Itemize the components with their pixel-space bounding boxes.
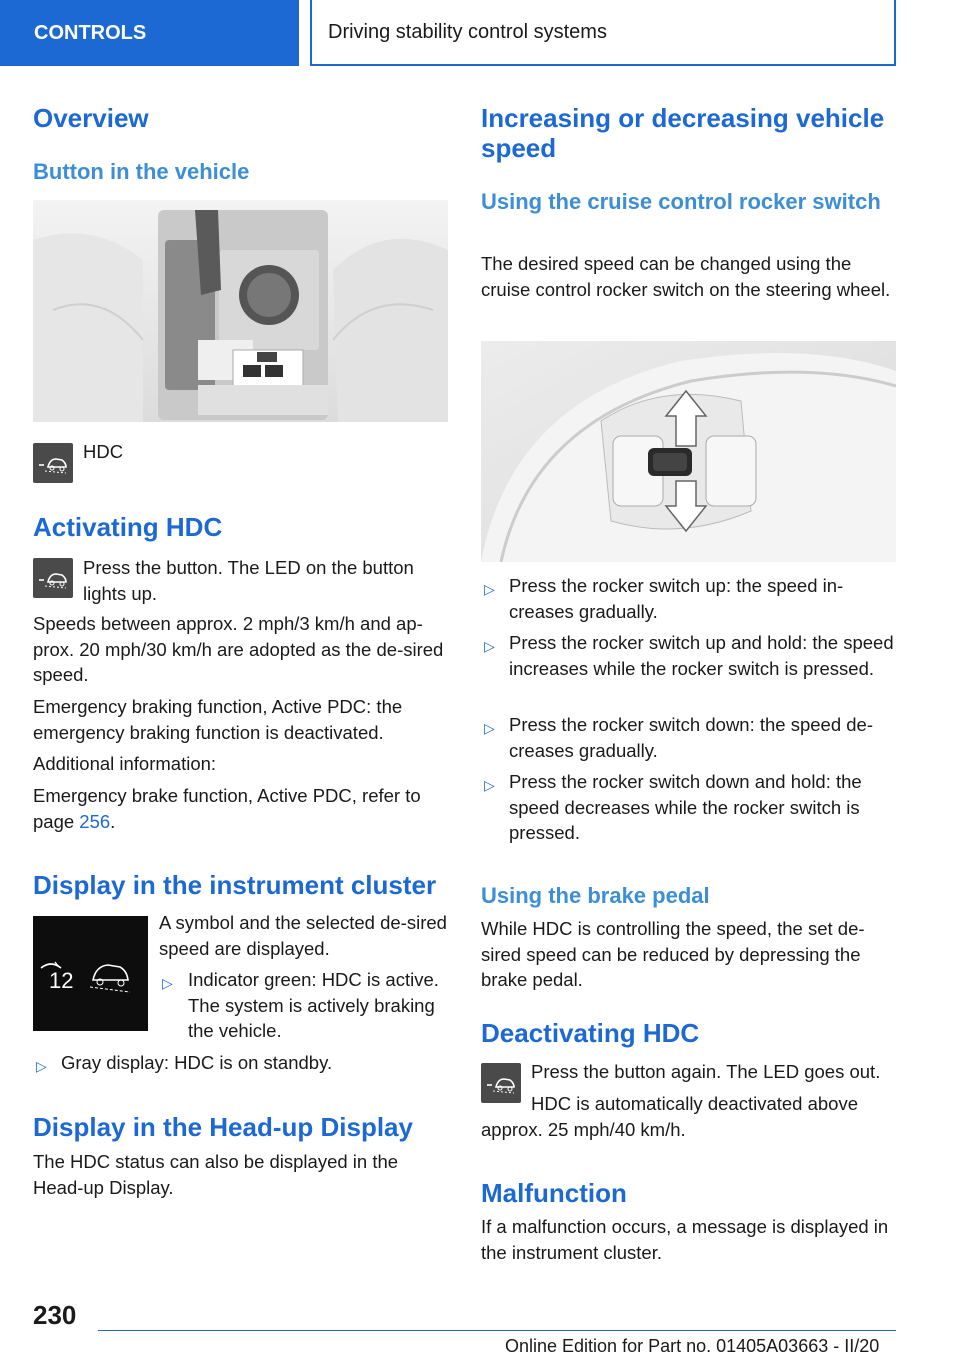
deactivating-text-1: Press the button again. The LED goes out. — [531, 1061, 881, 1082]
activating-text-2: Speeds between approx. 2 mph/3 km/h and ap‐prox. 20 mph/30 km/h are adopted as the de‐sired speed. — [33, 613, 444, 685]
rocker-text: The desired speed can be changed using the cruise control rocker switch on the steering wheel. — [481, 253, 891, 300]
page-header-title: Driving stability control systems — [328, 20, 607, 43]
deactivating-text-2: HDC is automatically deactivated above approx. 25 mph/40 km/h. — [481, 1093, 858, 1140]
malfunction-heading: Malfunction — [481, 1178, 627, 1208]
increase-decrease-heading: Increasing or decreasing vehicle speed — [481, 103, 885, 163]
footer-divider — [98, 1330, 896, 1331]
reference-end: . — [110, 810, 116, 832]
rocker-switch-heading: Using the cruise control rocker switch — [481, 189, 881, 214]
hdc-icon — [33, 443, 73, 483]
hdc-label: HDC — [83, 441, 124, 462]
rocker-bullet-2: Press the rocker switch up and hold: the speed increases while the rocker switch is pressed. — [509, 632, 894, 679]
hud-heading: Display in the Head-up Display — [33, 1112, 413, 1142]
activating-text-4: Additional information: — [33, 753, 217, 774]
center-console-photo — [33, 200, 448, 422]
section-label: CONTROLS — [34, 21, 147, 44]
edition-note: Online Edition for Part no. 01405A03663 - II/20 — [505, 1336, 880, 1356]
brake-pedal-text: While HDC is controlling the speed, the set de‐sired speed can be reduced by depressing the brake pedal. — [481, 918, 865, 990]
activating-text-5 — [33, 783, 448, 834]
bullet-triangle-icon: ▷ — [484, 720, 495, 736]
bullet-triangle-icon: ▷ — [162, 975, 173, 991]
activating-text-1: Press the button. The LED on the button lights up. — [83, 557, 414, 604]
hud-text: The HDC status can also be displayed in the Head-up Display. — [33, 1151, 399, 1198]
cluster-bullet-2: Gray display: HDC is on standby. — [61, 1052, 333, 1073]
page-number: 230 — [33, 1300, 77, 1330]
cluster-bullet-1: Indicator green: HDC is active. The system is actively braking the vehicle. — [188, 969, 439, 1041]
cluster-speed-number: 12 — [49, 968, 74, 993]
bullet-triangle-icon: ▷ — [484, 777, 495, 793]
section-tab — [0, 0, 299, 66]
hdc-icon — [33, 558, 73, 598]
rocker-switch-photo — [481, 341, 896, 562]
rocker-bullet-3: Press the rocker switch down: the speed de‐creases gradually. — [509, 714, 874, 761]
page-link[interactable]: 256 — [79, 810, 111, 832]
activating-hdc-heading: Activating HDC — [33, 512, 223, 542]
malfunction-text: If a malfunction occurs, a message is displayed in the instrument cluster. — [481, 1216, 889, 1263]
cluster-text: A symbol and the selected de‐sired speed are displayed. — [159, 912, 447, 959]
activating-text-3: Emergency braking function, Active PDC: the emergency braking function is deactivated. — [33, 696, 403, 743]
deactivating-hdc-heading: Deactivating HDC — [481, 1018, 700, 1048]
brake-pedal-heading: Using the brake pedal — [481, 883, 710, 908]
reference-text: Emergency brake function, Active PDC, refer to page — [33, 785, 421, 832]
instrument-cluster-heading: Display in the instrument cluster — [33, 870, 437, 900]
bullet-triangle-icon: ▷ — [484, 638, 495, 654]
button-in-vehicle-heading: Button in the vehicle — [33, 159, 250, 184]
page-header — [310, 0, 896, 66]
overview-heading: Overview — [33, 103, 149, 133]
cluster-display-image — [33, 916, 148, 1031]
rocker-bullet-1: Press the rocker switch up: the speed in‐creases gradually. — [509, 575, 844, 622]
bullet-triangle-icon: ▷ — [36, 1058, 47, 1074]
rocker-bullet-4: Press the rocker switch down and hold: the speed decreases while the rocker switch is pressed. — [509, 771, 862, 843]
bullet-triangle-icon: ▷ — [484, 581, 495, 597]
